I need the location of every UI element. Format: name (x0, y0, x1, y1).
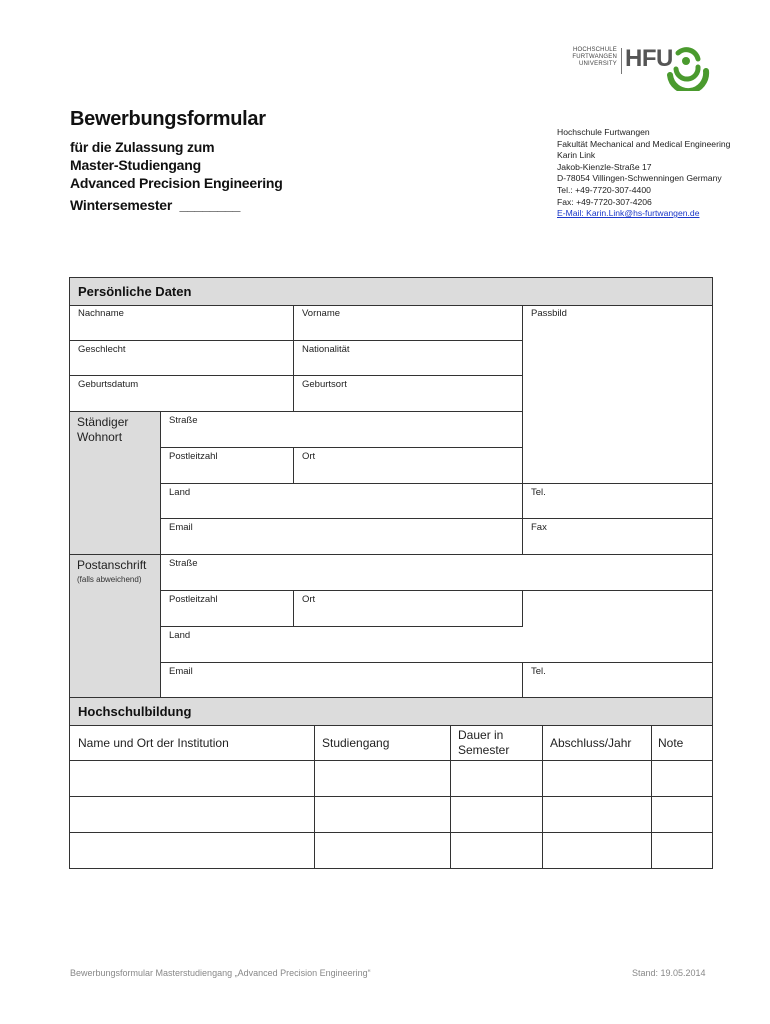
education-row-1-note[interactable] (652, 761, 713, 797)
vorname-field[interactable]: Vorname (294, 305, 523, 341)
education-row-1-abschluss[interactable] (543, 761, 652, 797)
education-row-2-studiengang[interactable] (315, 797, 451, 833)
nachname-field[interactable]: Nachname (70, 305, 294, 341)
education-row-1-studiengang[interactable] (315, 761, 451, 797)
wohnort-fax-field[interactable]: Fax (523, 519, 713, 555)
contact-address: Hochschule Furtwangen Fakultät Mechanical and Medical Engineering Karin Link Jakob-Kienzle-Straße 17 D-78054 Villingen-Schwenningen Germany Tel.: +49-7720-307-4400 Fax: +49-7720-307-4206 E-Mail: Karin.Link@hs-furtwangen.de (557, 127, 731, 219)
education-row-1-institution[interactable] (70, 761, 315, 797)
education-col-studiengang: Studiengang (315, 725, 451, 761)
wohnort-land-field[interactable]: Land (161, 484, 523, 519)
education-col-abschluss: Abschluss/Jahr (543, 725, 652, 761)
subtitle-line-3: Advanced Precision Engineering (70, 175, 283, 191)
footer-date: Stand: 19.05.2014 (632, 968, 706, 978)
postanschrift-section-label: Postanschrift (falls abweichend) (70, 555, 161, 698)
post-strasse-field[interactable]: Straße (161, 555, 713, 591)
geburtsort-field[interactable]: Geburtsort (294, 376, 523, 412)
geburtsdatum-field[interactable]: Geburtsdatum (70, 376, 294, 412)
education-row-2-note[interactable] (652, 797, 713, 833)
page-title: Bewerbungsformular (70, 108, 266, 130)
subtitle-line-2: Master-Studiengang (70, 157, 201, 173)
wohnort-ort-field[interactable]: Ort (294, 448, 523, 484)
nationalitaet-field[interactable]: Nationalität (294, 341, 523, 376)
education-form (69, 697, 713, 869)
wohnort-email-field[interactable]: Email (161, 519, 523, 555)
post-plz-field[interactable]: Postleitzahl (161, 591, 294, 627)
personal-data-form (69, 277, 713, 698)
post-land-field[interactable]: Land (161, 627, 713, 663)
footer-left: Bewerbungsformular Masterstudiengang „Advanced Precision Engineering“ (70, 968, 371, 978)
education-row-1-dauer[interactable] (451, 761, 543, 797)
education-row-2-dauer[interactable] (451, 797, 543, 833)
passbild-field[interactable]: Passbild (523, 305, 713, 484)
education-col-note: Note (652, 725, 713, 761)
semester-line: Wintersemester ________ (70, 197, 241, 213)
education-row-3-dauer[interactable] (451, 833, 543, 868)
logo-text: HOCHSCHULE FURTWANGEN UNIVERSITY (572, 47, 617, 67)
hfu-logo (571, 45, 711, 93)
contact-email-link[interactable]: E-Mail: Karin.Link@hs-furtwangen.de (557, 208, 700, 219)
post-ort-field[interactable]: Ort (294, 591, 523, 627)
wohnort-plz-field[interactable]: Postleitzahl (161, 448, 294, 484)
education-row-3-institution[interactable] (70, 833, 315, 868)
personal-data-heading: Persönliche Daten (69, 277, 713, 306)
education-row-2-abschluss[interactable] (543, 797, 652, 833)
education-row-3-note[interactable] (652, 833, 713, 868)
wohnort-section-label: Ständiger Wohnort (70, 412, 161, 555)
education-col-institution: Name und Ort der Institution (70, 725, 315, 761)
education-col-dauer: Dauer in Semester (451, 725, 543, 761)
subtitle-line-1: für die Zulassung zum (70, 139, 215, 155)
logo-hfu-text: HFU (625, 45, 673, 72)
education-heading: Hochschulbildung (69, 697, 713, 726)
logo-separator (621, 48, 622, 74)
education-row-3-studiengang[interactable] (315, 833, 451, 868)
hfu-swirl-icon (664, 45, 710, 91)
education-row-2-institution[interactable] (70, 797, 315, 833)
post-email-field[interactable]: Email (161, 663, 523, 698)
wohnort-tel-field[interactable]: Tel. (523, 484, 713, 519)
post-tel-field[interactable]: Tel. (531, 666, 546, 677)
wohnort-strasse-field[interactable]: Straße (161, 412, 523, 448)
geschlecht-field[interactable]: Geschlecht (70, 341, 294, 376)
education-row-3-abschluss[interactable] (543, 833, 652, 868)
